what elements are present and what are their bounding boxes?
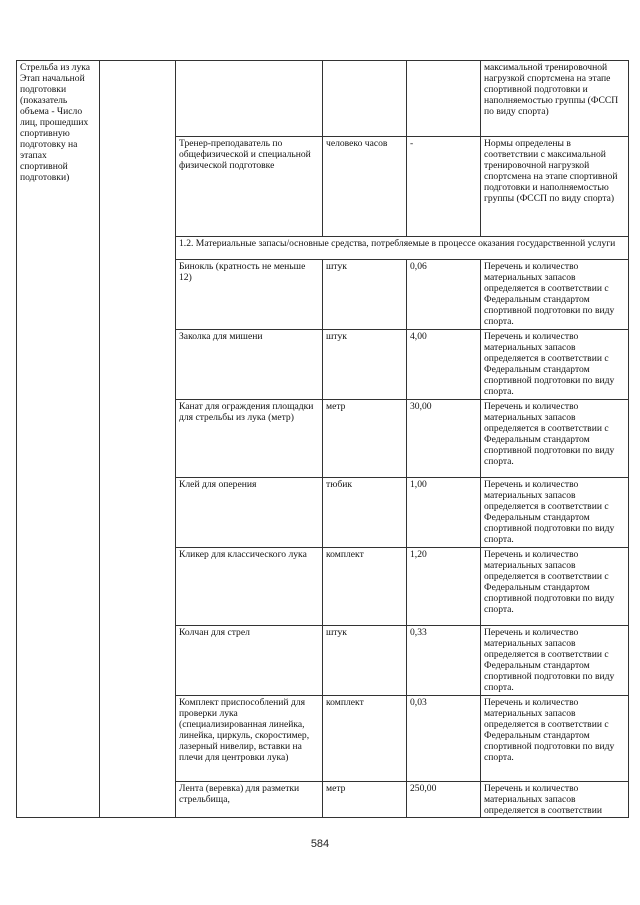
table-cell xyxy=(323,61,407,137)
name-text: Бинокль (кратность не меньше 12) xyxy=(179,261,306,283)
empty-cell xyxy=(100,61,176,818)
note-cell xyxy=(481,548,629,626)
note-text: Перечень и количество материальных запасов определяется в соответствии xyxy=(484,783,602,816)
table-cell xyxy=(176,61,323,137)
unit-cell xyxy=(323,137,407,237)
name-text: Кликер для классического лука xyxy=(179,549,307,560)
unit-text: комплект xyxy=(326,549,364,560)
unit-cell xyxy=(323,548,407,626)
name-text: Комплект приспособлений для проверки лука (специализированная линейка, линейка, циркуль, скоростимер, лазерный нивелир, вставки на плечи для центровки лука) xyxy=(179,697,310,763)
note-text: Перечень и количество материальных запасов определяется в соответствии с Федеральным стандартом спортивной подготовки по виду спорта. xyxy=(484,479,615,545)
value-text: 250,00 xyxy=(410,783,437,794)
note-text: Перечень и количество материальных запасов определяется в соответствии с Федеральным стандартом спортивной подготовки по виду спорта. xyxy=(484,331,615,397)
page-number: 584 xyxy=(310,838,330,850)
note-cell xyxy=(481,696,629,782)
value-cell xyxy=(407,400,481,478)
name-text: Заколка для мишени xyxy=(179,331,263,342)
document-page xyxy=(16,60,628,818)
value-text: 30,00 xyxy=(410,401,432,412)
unit-text: метр xyxy=(326,401,346,412)
section-header-cell xyxy=(176,237,629,260)
note-text: Перечень и количество материальных запасов определяется в соответствии с Федеральным стандартом спортивной подготовки по виду спорта. xyxy=(484,401,615,467)
note-cell xyxy=(481,400,629,478)
unit-cell xyxy=(323,330,407,400)
section-header-text: 1.2. Материальные запасы/основные средства, потребляемые в процессе оказания государственной услуги xyxy=(179,238,616,249)
name-cell xyxy=(176,782,323,818)
value-text: 4,00 xyxy=(410,331,427,342)
norms-table xyxy=(16,60,629,818)
name-text: Тренер-преподаватель по общефизической и специальной физической подготовке xyxy=(179,138,311,171)
activity-text: Стрельба из лука Этап начальной подготовки (показатель объема - Число лиц, прошедших спортивную подготовку на этапах спортивной подготовки) xyxy=(20,62,91,183)
note-cell xyxy=(481,478,629,548)
value-cell xyxy=(407,330,481,400)
value-text: 1,20 xyxy=(410,549,427,560)
value-text: 0,06 xyxy=(410,261,427,272)
activity-cell xyxy=(17,61,100,818)
note-text: максимальной тренировочной нагрузкой спортсмена на этапе спортивной подготовки и наполняемостью группы (ФССП по виду спорта) xyxy=(484,62,619,117)
table-row xyxy=(17,61,629,137)
name-cell xyxy=(176,478,323,548)
name-cell xyxy=(176,330,323,400)
unit-text: человеко часов xyxy=(326,138,388,149)
unit-cell xyxy=(323,696,407,782)
value-text: - xyxy=(410,138,414,149)
unit-cell xyxy=(323,782,407,818)
name-text: Канат для ограждения площадки для стрельбы из лука (метр) xyxy=(179,401,314,423)
unit-text: комплект xyxy=(326,697,364,708)
value-cell xyxy=(407,260,481,330)
value-cell xyxy=(407,478,481,548)
note-cell xyxy=(481,330,629,400)
note-cell xyxy=(481,260,629,330)
unit-text: штук xyxy=(326,261,347,272)
note-cell xyxy=(481,137,629,237)
name-cell xyxy=(176,626,323,696)
note-text: Перечень и количество материальных запасов определяется в соответствии с Федеральным стандартом спортивной подготовки по виду спорта. xyxy=(484,549,615,615)
name-cell xyxy=(176,260,323,330)
name-cell xyxy=(176,548,323,626)
note-text: Нормы определены в соответствии с максимальной тренировочной нагрузкой спортсмена на этапе спортивной подготовки и наполняемостью группы (ФССП по виду спорта) xyxy=(484,138,618,204)
unit-text: штук xyxy=(326,627,347,638)
note-cell xyxy=(481,626,629,696)
unit-cell xyxy=(323,260,407,330)
name-text: Лента (веревка) для разметки стрельбища, xyxy=(179,783,300,805)
name-cell xyxy=(176,696,323,782)
name-cell xyxy=(176,400,323,478)
value-text: 0,33 xyxy=(410,627,427,638)
value-cell xyxy=(407,548,481,626)
value-cell xyxy=(407,782,481,818)
note-cell xyxy=(481,782,629,818)
name-text: Клей для оперения xyxy=(179,479,257,490)
unit-text: метр xyxy=(326,783,346,794)
unit-cell xyxy=(323,626,407,696)
unit-cell xyxy=(323,400,407,478)
note-text: Перечень и количество материальных запасов определяется в соответствии с Федеральным стандартом спортивной подготовки по виду спорта. xyxy=(484,627,615,693)
value-cell xyxy=(407,626,481,696)
note-text: Перечень и количество материальных запасов определяется в соответствии с Федеральным стандартом спортивной подготовки по виду спорта. xyxy=(484,261,615,327)
value-cell xyxy=(407,696,481,782)
value-text: 1,00 xyxy=(410,479,427,490)
note-text: Перечень и количество материальных запасов определяется в соответствии с Федеральным стандартом спортивной подготовки по виду спорта. xyxy=(484,697,615,763)
table-cell xyxy=(407,61,481,137)
unit-cell xyxy=(323,478,407,548)
name-text: Колчан для стрел xyxy=(179,627,250,638)
unit-text: тюбик xyxy=(326,479,353,490)
name-cell xyxy=(176,137,323,237)
note-cell xyxy=(481,61,629,137)
unit-text: штук xyxy=(326,331,347,342)
value-text: 0,03 xyxy=(410,697,427,708)
value-cell xyxy=(407,137,481,237)
